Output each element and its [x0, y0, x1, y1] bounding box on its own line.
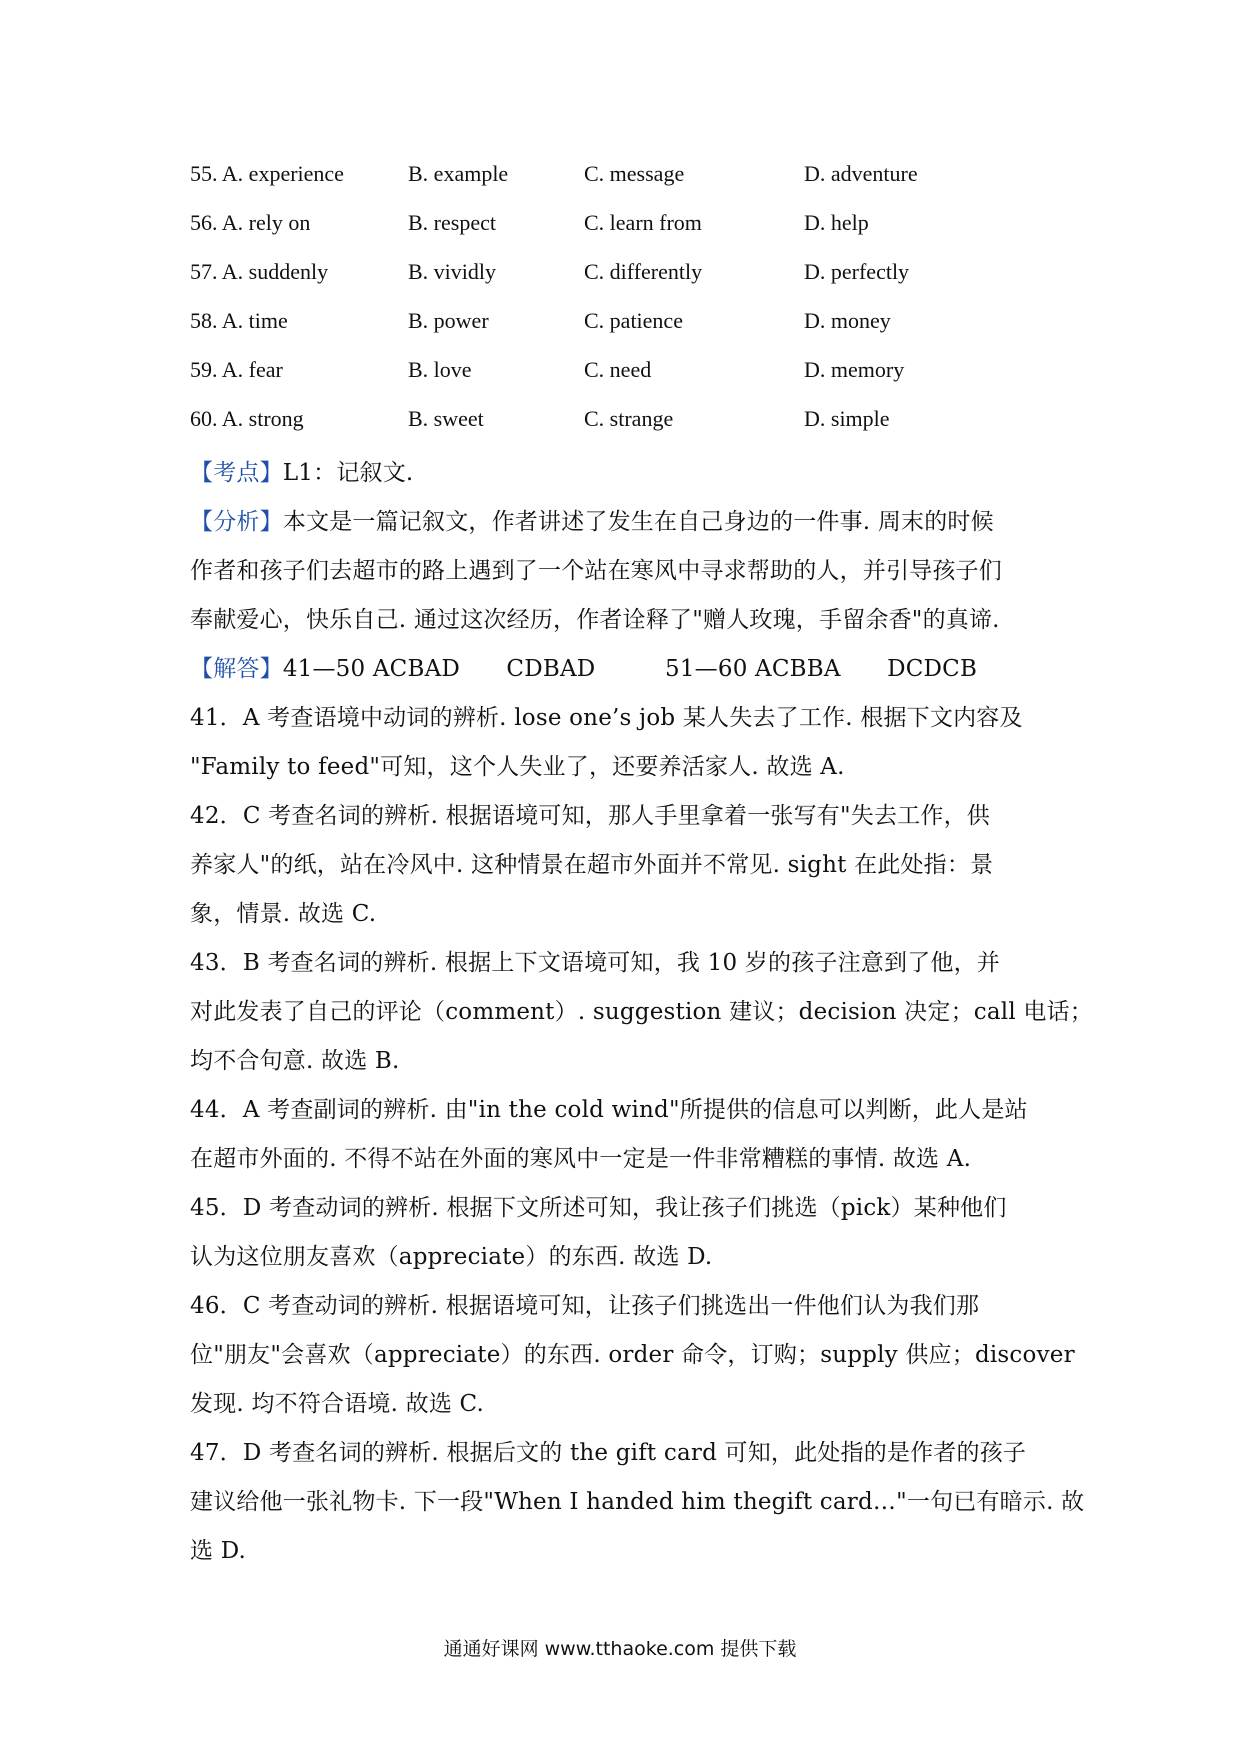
option-a: 57. A. suddenly	[190, 259, 329, 284]
option-d: D. memory	[804, 357, 905, 382]
explanation-line: 养家人"的纸，站在冷风中. 这种情景在超市外面并不常见. sight 在此处指：景	[190, 852, 994, 878]
explanation-line: 认为这位朋友喜欢（appreciate）的东西. 故选 D.	[190, 1244, 713, 1270]
option-c: C. message	[584, 161, 685, 186]
jieda-tag: 【解答】	[190, 656, 283, 682]
explanation-line: 发现. 均不符合语境. 故选 C.	[190, 1391, 485, 1417]
option-a: 55. A. experience	[190, 161, 344, 186]
option-c: C. patience	[584, 308, 683, 333]
option-d: D. money	[804, 308, 891, 333]
explanation-line: 象，情景. 故选 C.	[190, 901, 377, 927]
page-footer: 通通好课网 www.tthaoke.com 提供下载	[443, 1638, 797, 1660]
option-c: C. strange	[584, 406, 674, 431]
fenxi-line-3: 奉献爱心，快乐自己. 通过这次经历，作者诠释了"赠人玫瑰，手留余香"的真谛.	[190, 607, 1000, 633]
option-a: 59. A. fear	[190, 357, 283, 382]
explanation-line: 42．C 考查名词的辨析. 根据语境可知，那人手里拿着一张写有"失去工作，供	[190, 803, 990, 829]
explanation-line: 位"朋友"会喜欢（appreciate）的东西. order 命令，订购；supply 供应；discover	[190, 1342, 1075, 1368]
option-a: 56. A. rely on	[190, 210, 311, 235]
option-b: B. love	[408, 357, 472, 382]
option-d: D. perfectly	[804, 259, 910, 284]
explanation-line: 46．C 考查动词的辨析. 根据语境可知，让孩子们挑选出一件他们认为我们那	[190, 1293, 980, 1319]
option-d: D. adventure	[804, 161, 918, 186]
explanation-line: 43．B 考查名词的辨析. 根据上下文语境可知，我 10 岁的孩子注意到了他，并	[190, 950, 1000, 976]
explanation-line: 均不合句意. 故选 B.	[190, 1048, 400, 1074]
option-b: B. sweet	[408, 406, 484, 431]
explanation-line: 对此发表了自己的评论（comment）. suggestion 建议；decision 决定；call 电话；	[190, 999, 1094, 1025]
explanation-line: 45．D 考查动词的辨析. 根据下文所述可知，我让孩子们挑选（pick）某种他们	[190, 1195, 1007, 1221]
option-c: C. learn from	[584, 210, 702, 235]
option-d: D. simple	[804, 406, 890, 431]
fenxi-text: 本文是一篇记叙文，作者讲述了发生在自己身边的一件事. 周末的时候	[282, 509, 994, 535]
option-a: 58. A. time	[190, 308, 288, 333]
option-d: D. help	[804, 210, 869, 235]
explanation-line: 选 D.	[190, 1538, 247, 1564]
option-a: 60. A. strong	[190, 406, 304, 431]
fenxi-line-1	[190, 503, 1060, 536]
option-c: C. differently	[584, 259, 703, 284]
kaodian-line	[190, 454, 1060, 487]
option-b: B. power	[408, 308, 489, 333]
fenxi-tag: 【分析】	[190, 509, 283, 535]
option-b: B. vividly	[408, 259, 497, 284]
option-b: B. respect	[408, 210, 496, 235]
explanation-line: 在超市外面的. 不得不站在外面的寒风中一定是一件非常糟糕的事情. 故选 A.	[190, 1146, 972, 1172]
option-b: B. example	[408, 161, 509, 186]
explanation-line: 建议给他一张礼物卡. 下一段"When I handed him thegift card…"一句已有暗示. 故	[190, 1489, 1085, 1515]
kaodian-text: L1：记叙文.	[282, 460, 414, 486]
explanation-line: 47．D 考查名词的辨析. 根据后文的 the gift card 可知，此处指的是作者的孩子	[190, 1440, 1027, 1466]
explanation-line: "Family to feed"可知，这个人失业了，还要养活家人. 故选 A.	[190, 754, 845, 780]
jieda-line	[190, 650, 1060, 683]
option-c: C. need	[584, 357, 652, 382]
fenxi-line-2: 作者和孩子们去超市的路上遇到了一个站在寒风中寻求帮助的人，并引导孩子们	[190, 558, 1002, 584]
explanation-line: 44．A 考查副词的辨析. 由"in the cold wind"所提供的信息可以判断，此人是站	[190, 1097, 1028, 1123]
jieda-text: 41—50 ACBAD CDBAD 51—60 ACBBA DCDCB	[282, 656, 978, 682]
kaodian-tag: 【考点】	[190, 460, 283, 486]
explanation-line: 41．A 考查语境中动词的辨析. lose one’s job 某人失去了工作. 根据下文内容及	[190, 705, 1023, 731]
